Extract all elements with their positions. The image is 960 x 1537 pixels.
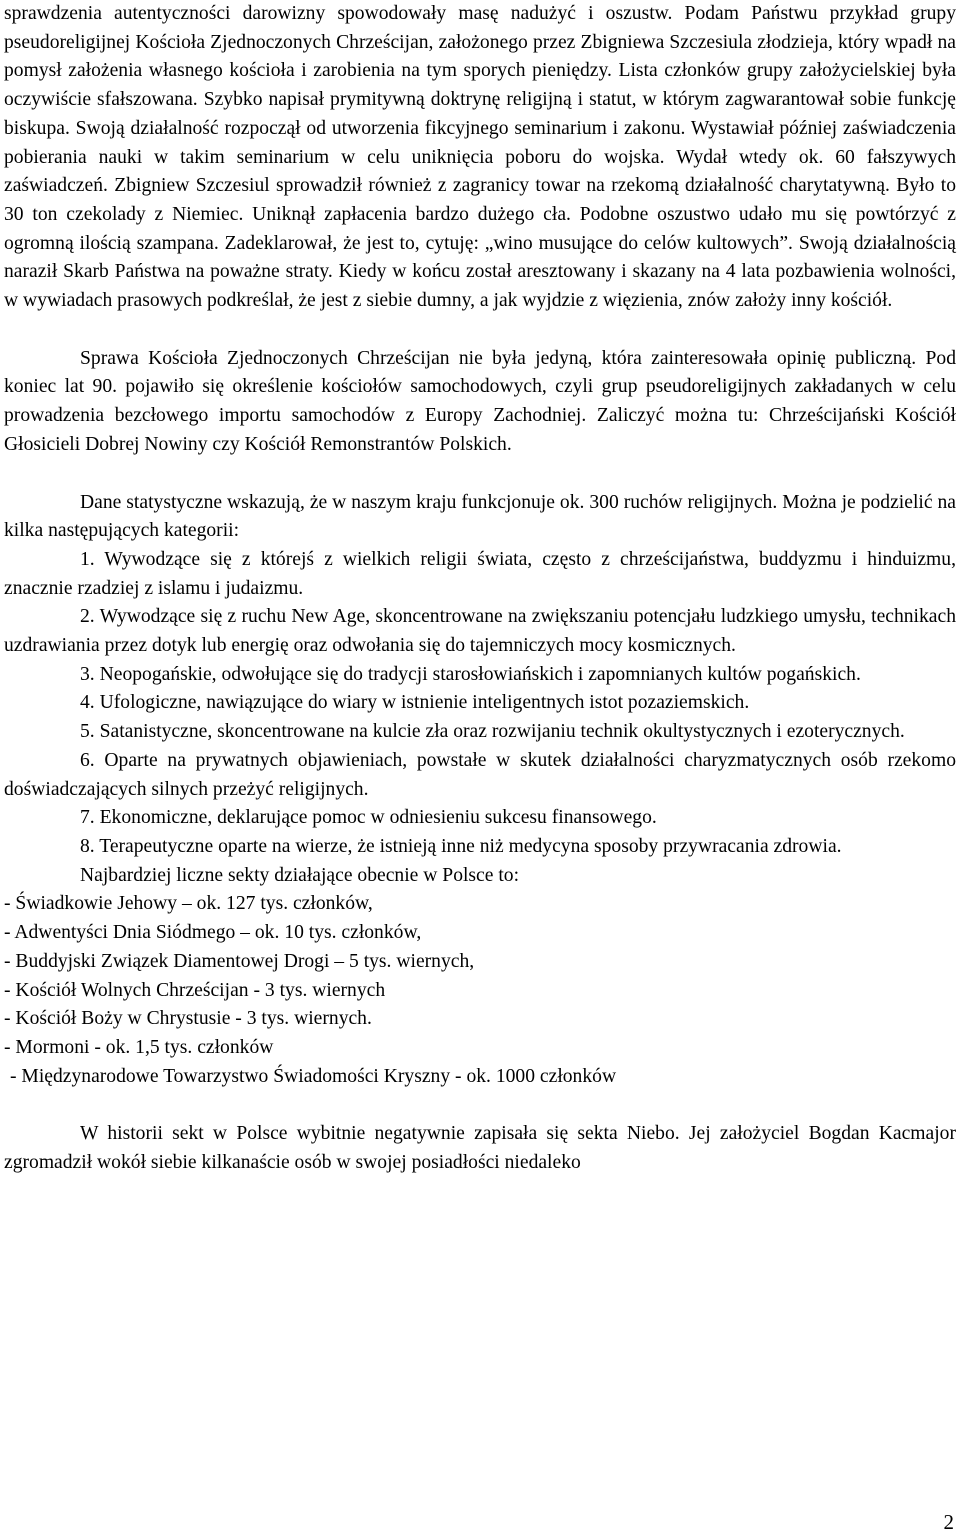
paragraph-car-churches: Sprawa Kościoła Zjednoczonych Chrześcijan nie była jedyną, która zainteresowała opinię publiczną. Pod koniec lat 90. pojawiło się określenie kościołów samochodowych, czyli grup pseudoreligijnych zakładanych w celu prowadzenia bezcłowego importu samochodów z Europy Zachodniej. Zaliczyć można tu: Chrześcijański Kościół Głosicieli Dobrej Nowiny czy Kościół Remonstrantów Polskich. <box>4 347 956 455</box>
sect-item: - Mormoni - ok. 1,5 tys. członków <box>4 1036 274 1058</box>
paragraph-fraud-story: sprawdzenia autentyczności darowizny spowodowały masę nadużyć i oszustw. Podam Państwu przykład grupy pseudoreligijnej Kościoła Zjednoczonych Chrześcijan, założonego przez Zbigniewa Szczesiula złodzieja, który wpadł na pomysł założenia własnego kościoła i zarobienia na tym sporych pieniędzy. Lista członków grupy założycielskiej była oczywiście sfałszowana. Szybko napisał prymitywną doktrynę religijną i statut, w którym zagwarantował sobie funkcję biskupa. Swoją działalność rozpoczął od utworzenia fikcyjnego seminarium i zakonu. Wystawiał później zaświadczenia pobierania nauki w takim seminarium w celu uniknięcia poboru do wojska. Wydał wtedy ok. 60 fałszywych zaświadczeń. Zbigniew Szczesiul sprowadził również z zagranicy towar na rzekomą działalność charytatywną. Było to 30 ton czekolady z Niemiec. Uniknął zapłacenia bardzo dużego cła. Podobne oszustwo udało mu się powtórzyć z ogromną ilością szampana. Zadeklarował, że jest to, cytuję: „wino musujące do celów kultowych”. Swoją działalnością naraził Skarb Państwa na poważne straty. Kiedy w końcu został aresztowany i skazany na 4 lata pozbawienia wolności, w wywiadach prasowych podkreślał, że jest z siebie dumny, a jak wyjdzie z więzienia, znów założy inny kościół. <box>4 3 956 312</box>
category-item: 4. Ufologiczne, nawiązujące do wiary w istnienie inteligentnych istot pozaziemskich. <box>80 692 750 714</box>
category-item: 3. Neopogańskie, odwołujące się do tradycji starosłowiańskich i zapomnianych kultów pogańskich. <box>80 663 861 685</box>
paragraph-statistics: Dane statystyczne wskazują, że w naszym kraju funkcjonuje ok. 300 ruchów religijnych. Można je podzielić na kilka następujących kategorii: <box>4 491 956 542</box>
category-item: 5. Satanistyczne, skoncentrowane na kulcie zła oraz rozwijaniu technik okultystycznych i ezoterycznych. <box>80 721 905 743</box>
paragraph-gap <box>4 460 956 489</box>
sect-list <box>4 890 956 1091</box>
document-page <box>4 0 956 1178</box>
category-item: 7. Ekonomiczne, deklarujące pomoc w odniesieniu sukcesu finansowego. <box>80 807 657 829</box>
category-item: 8. Terapeutyczne oparte na wierze, że istnieją inne niż medycyna sposoby przywracania zdrowia. <box>80 835 842 857</box>
sect-item: - Kościół Wolnych Chrześcijan - 3 tys. wiernych <box>4 979 386 1001</box>
sect-item: - Kościół Boży w Chrystusie - 3 tys. wiernych. <box>4 1008 372 1030</box>
category-item: 6. Oparte na prywatnych objawieniach, powstałe w skutek działalności charyzmatycznych osób rzekomo doświadczających silnych przeżyć religijnych. <box>4 749 956 800</box>
category-list <box>4 546 956 862</box>
paragraph-niebo-sect: W historii sekt w Polsce wybitnie negatywnie zapisała się sekta Niebo. Jej założyciel Bogdan Kacmajor zgromadził wokół siebie kilkanaście osób w swojej posiadłości niedaleko <box>4 1123 956 1174</box>
paragraph-sects-intro: Najbardziej liczne sekty działające obecnie w Polsce to: <box>80 864 520 886</box>
paragraph-gap <box>4 1091 956 1120</box>
paragraph-gap <box>4 316 956 345</box>
sect-item: - Międzynarodowe Towarzystwo Świadomości Kryszny - ok. 1000 członków <box>10 1065 617 1087</box>
category-item: 2. Wywodzące się z ruchu New Age, skoncentrowane na zwiększaniu potencjału ludzkiego umysłu, technikach uzdrawiania przez dotyk lub energię oraz odwołania się do tajemniczych mocy kosmicznych. <box>4 606 956 657</box>
sect-item: - Adwentyści Dnia Siódmego – ok. 10 tys. członków, <box>4 922 422 944</box>
sect-item: - Świadkowie Jehowy – ok. 127 tys. członków, <box>4 893 373 915</box>
category-item: 1. Wywodzące się z którejś z wielkich religii świata, często z chrześcijaństwa, buddyzmu i hinduizmu, znacznie rzadziej z islamu i judaizmu. <box>4 548 956 599</box>
page-number: 2 <box>943 1510 954 1534</box>
sect-item: - Buddyjski Związek Diamentowej Drogi – 5 tys. wiernych, <box>4 950 475 972</box>
